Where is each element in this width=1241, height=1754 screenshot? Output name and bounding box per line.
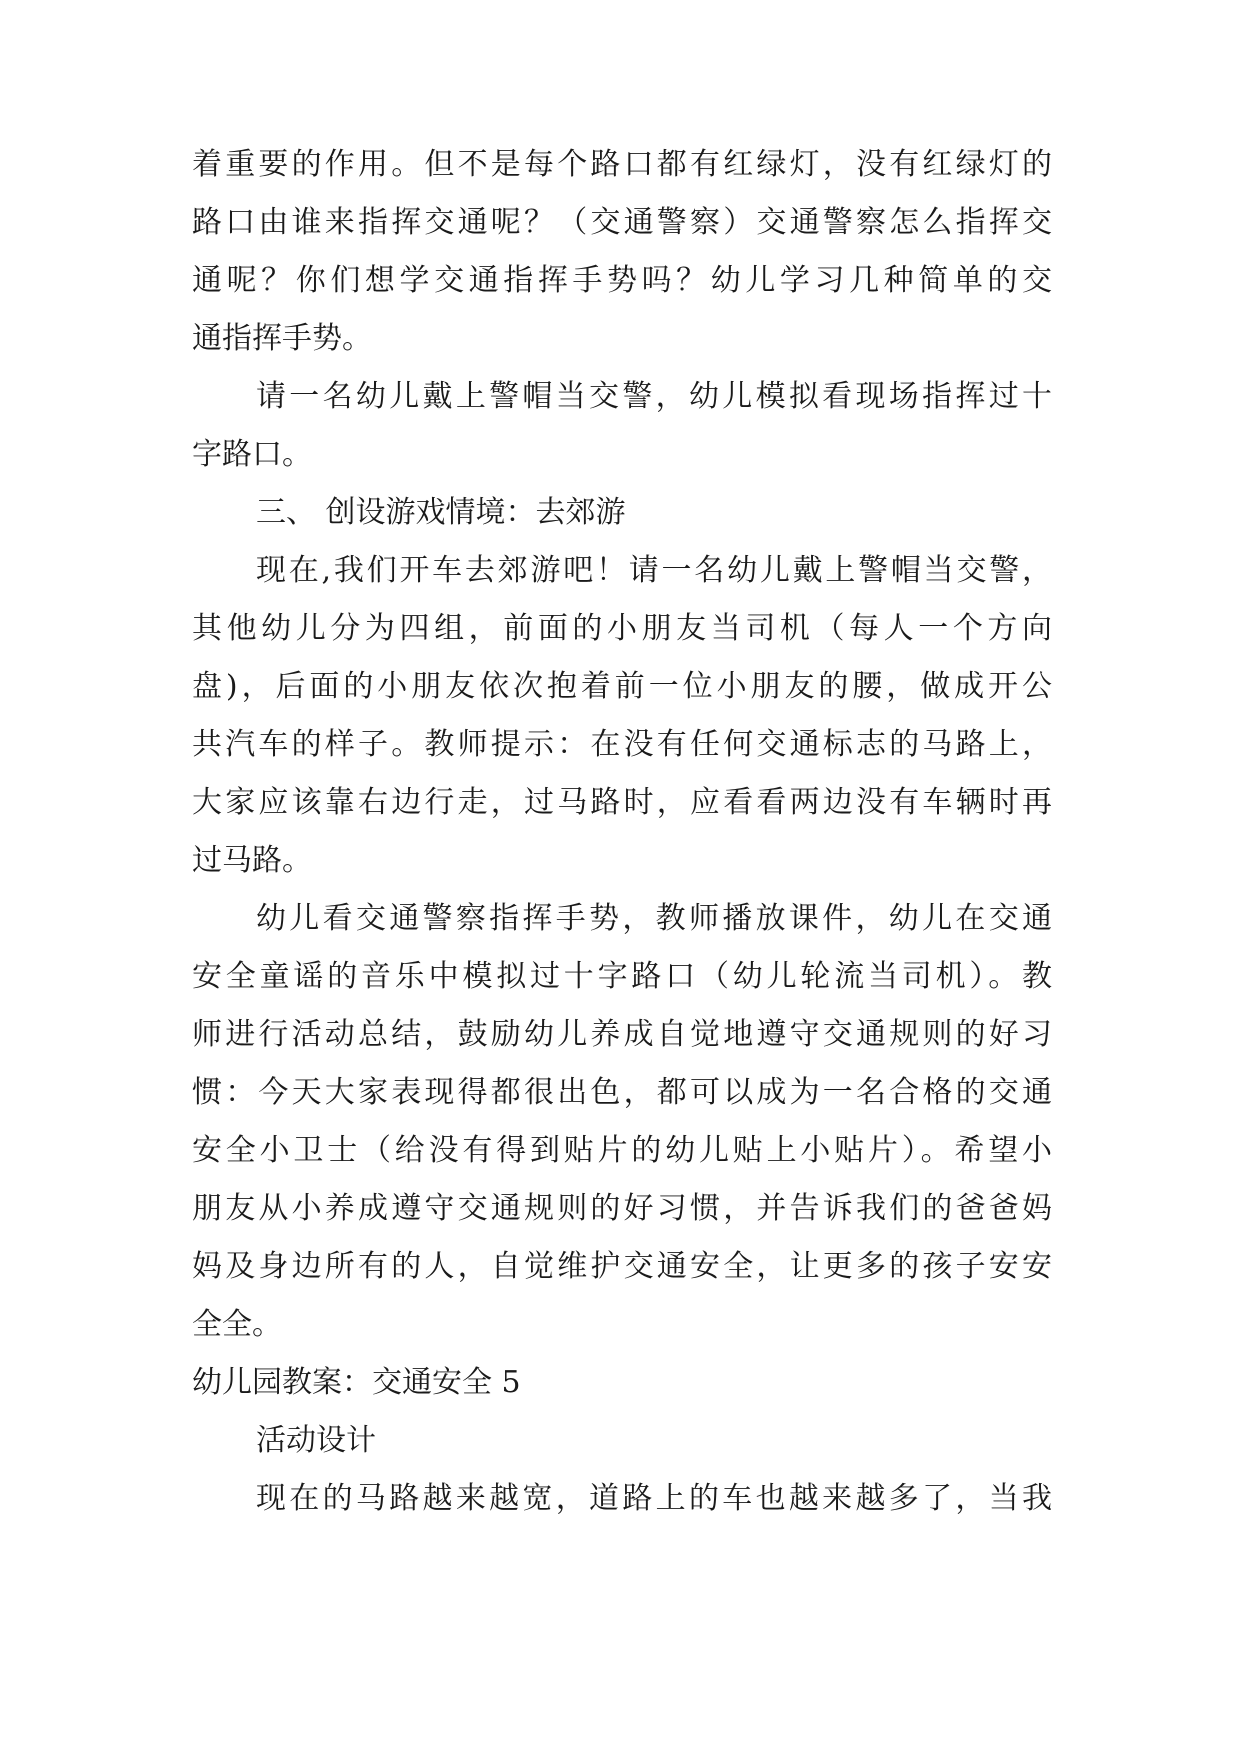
text-line: 惯：今天大家表现得都很出色，都可以成为一名合格的交通 (192, 1075, 1052, 1110)
text-line: 通呢？你们想学交通指挥手势吗？幼儿学习几种简单的交 (192, 263, 1052, 298)
text-line: 师进行活动总结，鼓励幼儿养成自觉地遵守交通规则的好习 (192, 1017, 1052, 1052)
section-heading: 三、 创设游戏情境：去郊游 (256, 495, 626, 530)
text-line: 共汽车的样子。教师提示：在没有任何交通标志的马路上， (192, 727, 1052, 762)
text-line: 着重要的作用。但不是每个路口都有红绿灯，没有红绿灯的 (192, 147, 1052, 182)
text-line: 大家应该靠右边行走，过马路时，应看看两边没有车辆时再 (192, 785, 1052, 820)
text-line: 现在,我们开车去郊游吧！请一名幼儿戴上警帽当交警， (256, 553, 1052, 588)
text-line: 现在的马路越来越宽，道路上的车也越来越多了，当我 (256, 1481, 1052, 1516)
text-line: 过马路。 (192, 843, 312, 878)
text-line: 安全小卫士（给没有得到贴片的幼儿贴上小贴片）。希望小 (192, 1133, 1052, 1168)
lesson-title: 幼儿园教案：交通安全 5 (192, 1365, 521, 1400)
text-line: 妈及身边所有的人，自觉维护交通安全，让更多的孩子安安 (192, 1249, 1052, 1284)
text-line: 朋友从小养成遵守交通规则的好习惯，并告诉我们的爸爸妈 (192, 1191, 1052, 1226)
text-line: 其他幼儿分为四组，前面的小朋友当司机（每人一个方向 (192, 611, 1052, 646)
text-line: 路口由谁来指挥交通呢？（交通警察）交通警察怎么指挥交 (192, 205, 1052, 240)
text-line: 字路口。 (192, 437, 312, 472)
text-line: 幼儿看交通警察指挥手势，教师播放课件，幼儿在交通 (256, 901, 1052, 936)
text-line: 安全童谣的音乐中模拟过十字路口（幼儿轮流当司机）。教 (192, 959, 1052, 994)
text-line: 请一名幼儿戴上警帽当交警，幼儿模拟看现场指挥过十 (256, 379, 1052, 414)
text-line: 全全。 (192, 1307, 282, 1342)
text-line: 盘)，后面的小朋友依次抱着前一位小朋友的腰，做成开公 (192, 669, 1052, 704)
text-line: 通指挥手势。 (192, 321, 372, 356)
subsection-heading: 活动设计 (256, 1423, 376, 1458)
